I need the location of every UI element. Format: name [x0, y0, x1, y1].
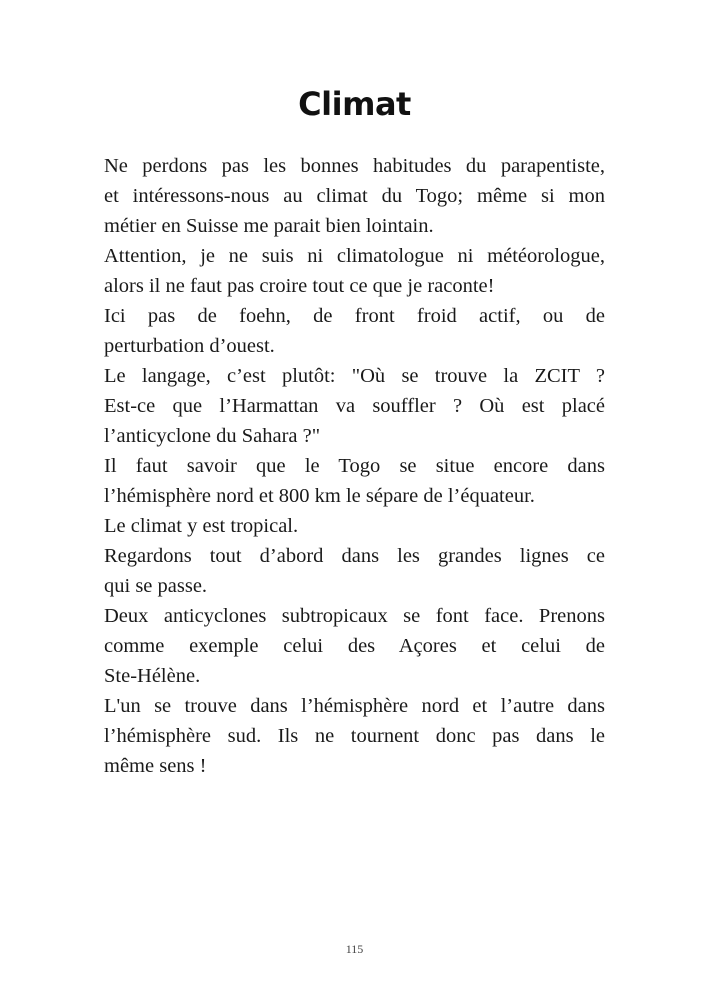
text-line: l’anticyclone du Sahara ?"	[104, 425, 321, 447]
text-line: et intéressons-nous au climat du Togo; même si mon	[104, 185, 605, 207]
text-line: Ste-Hélène.	[104, 665, 201, 687]
text-line: Regardons tout d’abord dans les grandes lignes ce	[104, 545, 605, 567]
text-line: Ne perdons pas les bonnes habitudes du parapentiste,	[104, 155, 605, 177]
text-line: Deux anticyclones subtropicaux se font face. Prenons	[104, 605, 605, 627]
page-title: Climat	[298, 85, 411, 123]
text-line: comme exemple celui des Açores et celui de	[104, 635, 605, 657]
text-line: l’hémisphère nord et 800 km le sépare de l’équateur.	[104, 485, 535, 507]
text-line: l’hémisphère sud. Ils ne tournent donc pas dans le	[104, 725, 605, 747]
text-line: même sens !	[104, 755, 207, 777]
text-line: Est-ce que l’Harmattan va souffler ? Où est placé	[104, 395, 605, 417]
text-line: métier en Suisse me parait bien lointain.	[104, 215, 434, 237]
body-text	[104, 151, 605, 781]
text-line: Le climat y est tropical.	[104, 515, 299, 537]
text-line: L'un se trouve dans l’hémisphère nord et l’autre dans	[104, 695, 605, 717]
page-number: 115	[345, 942, 364, 956]
text-line: qui se passe.	[104, 575, 208, 597]
text-line: Il faut savoir que le Togo se situe encore dans	[104, 455, 605, 477]
text-line: perturbation d’ouest.	[104, 335, 275, 357]
text-line: Le langage, c’est plutôt: "Où se trouve la ZCIT ?	[104, 365, 605, 387]
text-line: alors il ne faut pas croire tout ce que je raconte!	[104, 275, 495, 297]
text-line: Ici pas de foehn, de front froid actif, ou de	[104, 305, 605, 327]
text-line: Attention, je ne suis ni climatologue ni météorologue,	[104, 245, 605, 267]
